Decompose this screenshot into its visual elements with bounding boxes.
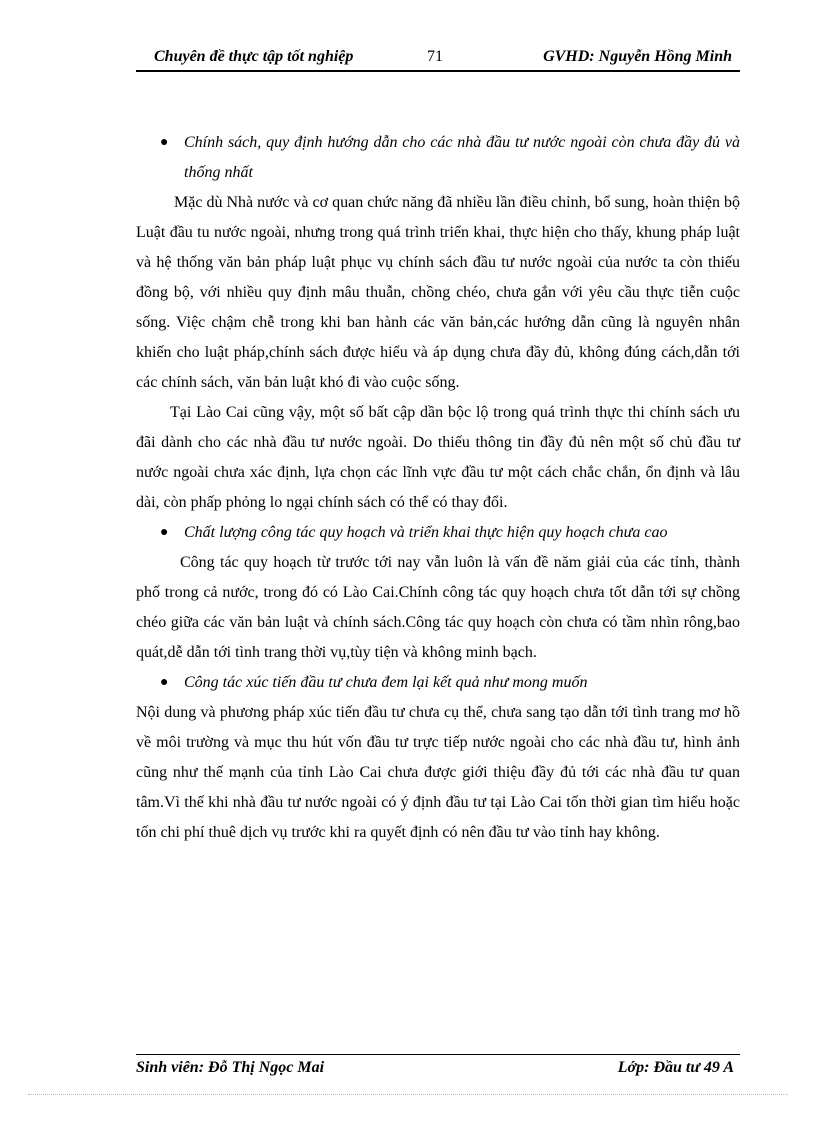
section-heading-text: Công tác xúc tiến đầu tư chưa đem lại kết quả như mong muốn xyxy=(184,674,588,691)
page-header xyxy=(136,44,740,72)
paragraph: Mặc dù Nhà nước và cơ quan chức năng đã nhiều lần điều chỉnh, bổ sung, hoàn thiện bộ Luật đầu tu nước ngoài, nhưng trong quá trình triển khai, thực hiện cho thấy, khung pháp luật và hệ thống văn bản pháp luật phục vụ chính sách đầu tư nước ngoài của nước ta còn thiếu đồng bộ, với nhiều quy định mâu thuẫn, chồng chéo, chưa gắn với yêu cầu thực tiễn cuộc sống. Việc chậm chễ trong khi ban hành các văn bản,các hướng dẫn cũng là nguyên nhân khiến cho luật pháp,chính sách được hiểu và áp dụng chưa đầy đủ, không đúng cách,dẫn tới các chính sách, văn bản luật khó đi vào cuộc sống. xyxy=(136,194,740,391)
bullet-icon: ● xyxy=(160,525,169,540)
page-footer xyxy=(136,1054,740,1079)
main-content xyxy=(136,128,740,848)
section-heading-1 xyxy=(136,128,740,188)
section-heading-text: Chính sách, quy định hướng dẫn cho các nhà đầu tư nước ngoài còn chưa đầy đủ và thống nhất xyxy=(184,134,740,181)
paragraph: Nội dung và phương pháp xúc tiến đầu tư chưa cụ thể, chưa sang tạo dẫn tới tình trang mơ hồ về môi trường và mục thu hút vốn đầu tư trực tiếp nước ngoài cho các nhà đầu tư, hình ảnh cũng như thế mạnh của tỉnh Lào Cai chưa được giới thiệu đầy đủ tới các nhà đầu tư quan tâm.Vì thế khi nhà đầu tư nước ngoài có ý định đầu tư tại Lào Cai tốn thời gian tìm hiểu hoặc tốn chi phí thuê dịch vụ trước khi ra quyết định có nên đầu tư vào tỉnh hay không. xyxy=(136,704,740,841)
section-heading-3 xyxy=(136,668,740,698)
bullet-icon: ● xyxy=(160,675,169,690)
student-name: Sinh viên: Đỗ Thị Ngọc Mai xyxy=(136,1059,325,1076)
section-heading-text: Chất lượng công tác quy hoạch và triển khai thực hiện quy hoạch chưa cao xyxy=(184,524,668,541)
page-edge-divider xyxy=(28,1094,788,1095)
section-heading-2 xyxy=(136,518,740,548)
document-title: Chuyên đề thực tập tốt nghiệp xyxy=(154,48,354,65)
page-number: 71 xyxy=(427,48,443,65)
paragraph: Tại Lào Cai cũng vậy, một số bất cập dần bộc lộ trong quá trình thực thi chính sách ưu đãi dành cho các nhà đầu tư nước ngoài. Do thiếu thông tin đầy đủ nên một số chủ đầu tư nước ngoài chưa xác định, lựa chọn các lĩnh vực đầu tư một cách chắc chắn, ổn định và lâu dài, còn phấp phỏng lo ngại chính sách có thể có thay đổi. xyxy=(136,404,740,511)
bullet-icon: ● xyxy=(160,135,169,150)
paragraph: Công tác quy hoạch từ trước tới nay vẫn luôn là vấn đề năm giải của các tỉnh, thành phố trong cả nước, trong đó có Lào Cai.Chính công tác quy hoạch chưa tốt dẫn tới sự chồng chéo giữa các văn bản luật và chính sách.Công tác quy hoạch còn chưa có tầm nhìn rông,bao quát,dễ dẫn tới tình trang thời vụ,tùy tiện và không minh bạch. xyxy=(136,554,740,661)
supervisor-name: GVHD: Nguyễn Hồng Minh xyxy=(543,48,732,65)
class-name: Lớp: Đầu tư 49 A xyxy=(617,1059,734,1076)
